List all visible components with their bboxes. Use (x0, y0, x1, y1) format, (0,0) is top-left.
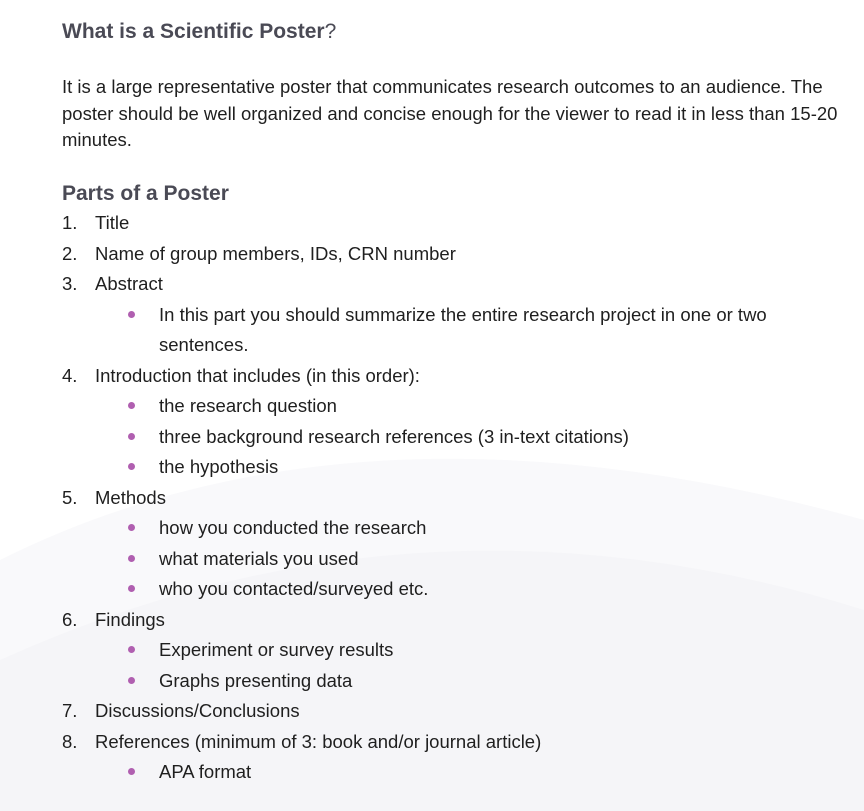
sub-list-item (95, 544, 779, 575)
list-number: 5. (62, 486, 78, 508)
sub-list-item-text: APA format (159, 761, 252, 782)
list-item-introduction (62, 361, 842, 483)
list-item-text: Discussions/Conclusions (95, 700, 300, 721)
sub-list-item (95, 452, 779, 483)
sub-list (95, 757, 842, 788)
list-number: 7. (62, 700, 78, 721)
list-number: 2. (62, 242, 78, 264)
intro-paragraph: It is a large representative poster that communicates research outcomes to an audience. The poster should be well organized and concise enough for the viewer to read it in less than 15-20 minutes. (62, 76, 838, 150)
list-number: 8. (62, 730, 78, 752)
sub-list-item (95, 300, 779, 361)
list-item-text: Findings (95, 608, 165, 630)
sub-list-item (95, 391, 779, 422)
sub-list-item-text: the hypothesis (159, 456, 279, 477)
list-item-discussions (62, 696, 842, 727)
list-item-text: References (minimum of 3: book and/or journal article) (95, 730, 542, 752)
title-text: What is a Scientific Poster (62, 20, 325, 43)
sub-list-item (95, 635, 779, 666)
bullet-dot-icon (128, 524, 135, 531)
bullet-dot-icon (128, 463, 135, 470)
bullet-dot-icon (128, 311, 135, 318)
list-item-references (62, 727, 842, 788)
list-item-methods (62, 483, 842, 605)
sub-list-item (95, 422, 779, 453)
list-item-group-members (62, 239, 842, 270)
bullet-dot-icon (128, 768, 135, 775)
list-item-text: Title (95, 212, 130, 233)
sub-list-item-text: Graphs presenting data (159, 669, 353, 691)
list-number: 4. (62, 364, 78, 386)
bullet-dot-icon (128, 433, 135, 440)
sub-list-item (95, 574, 779, 605)
parts-list (62, 208, 842, 788)
bullet-dot-icon (128, 402, 135, 409)
page-title (62, 18, 336, 46)
list-item-text: Introduction that includes (in this order): (95, 364, 420, 386)
sub-list (95, 300, 842, 361)
sub-list-item (95, 666, 779, 697)
list-item-findings (62, 605, 842, 697)
bullet-dot-icon (128, 585, 135, 592)
sub-list (95, 635, 842, 696)
list-item-title (62, 208, 842, 239)
list-item-text: Methods (95, 486, 166, 508)
sub-list-item-text: three background research references (3 in-text citations) (159, 425, 629, 447)
title-question-mark: ? (324, 20, 337, 43)
sub-list-item-text: Experiment or survey results (159, 639, 394, 660)
bullet-dot-icon (128, 555, 135, 562)
sub-list-item-text: how you conducted the research (159, 517, 427, 538)
sub-list-item-text: what materials you used (159, 547, 359, 569)
sub-list-item (95, 757, 779, 788)
sub-list-item-text: who you contacted/surveyed etc. (159, 578, 429, 599)
list-item-abstract (62, 269, 842, 361)
sub-list (95, 391, 842, 483)
sub-list-item-text: In this part you should summarize the entire research project in one or two sentences. (159, 303, 767, 355)
list-number: 3. (62, 273, 78, 294)
bullet-dot-icon (128, 677, 135, 684)
bullet-dot-icon (128, 646, 135, 653)
list-item-text: Abstract (95, 273, 163, 294)
sub-list (95, 513, 842, 605)
parts-heading: Parts of a Poster (62, 182, 229, 205)
list-number: 6. (62, 608, 78, 630)
list-item-text: Name of group members, IDs, CRN number (95, 242, 456, 264)
list-number: 1. (62, 212, 78, 233)
sub-list-item-text: the research question (159, 395, 337, 416)
sub-list-item (95, 513, 779, 544)
